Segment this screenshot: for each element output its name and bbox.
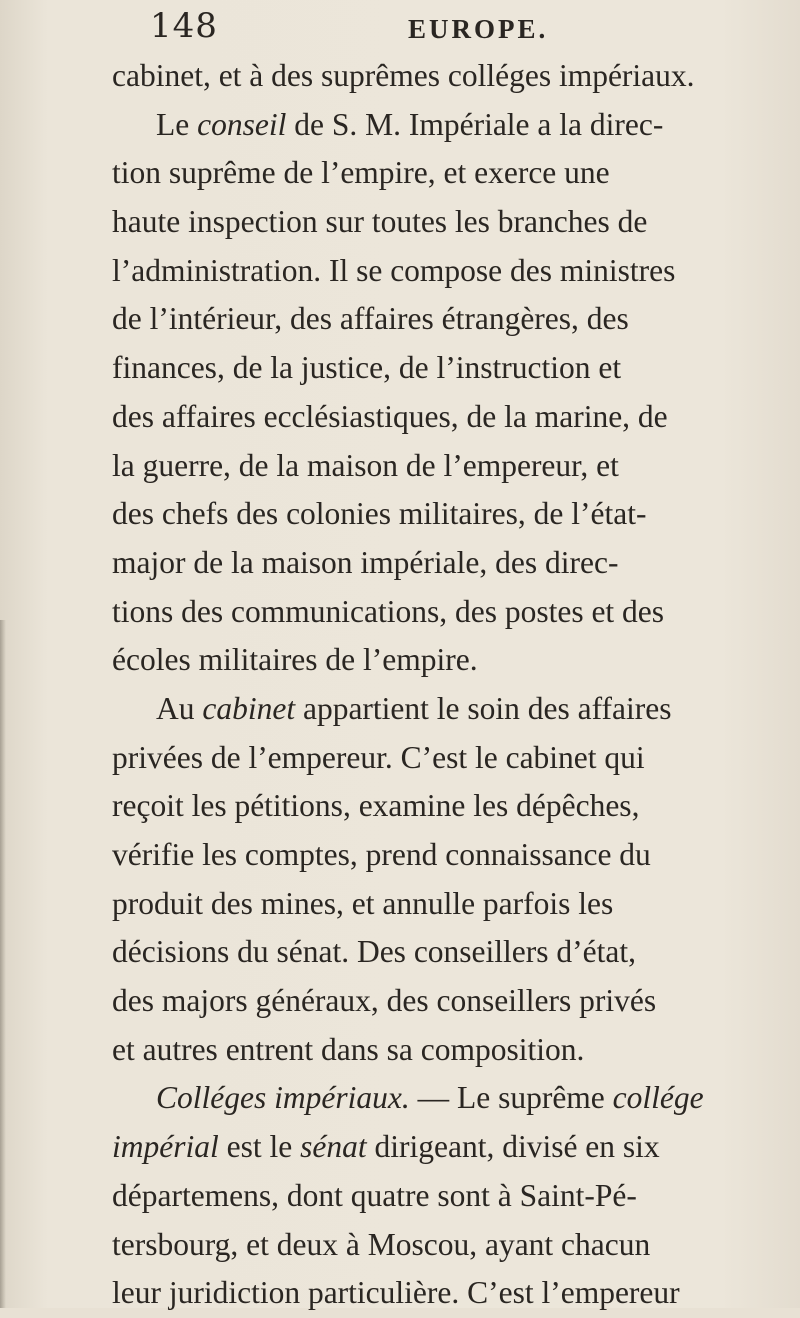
text-line: cabinet, et à des suprêmes colléges impériaux. [112, 58, 695, 93]
text-line: départemens, dont quatre sont à Saint-Pé- [112, 1177, 637, 1213]
text-line: tersbourg, et deux à Moscou, ayant chacun [112, 1226, 651, 1262]
text-line: Colléges impériaux. — Le suprême collége [156, 1080, 704, 1116]
text-line: Le conseil de S. M. Impériale a la direc- [156, 106, 664, 142]
text-line: reçoit les pétitions, examine les dépêches, [112, 788, 640, 824]
text-line: vérifie les comptes, prend connaissance du [112, 837, 651, 872]
text-line: de l’intérieur, des affaires étrangères, des [112, 301, 629, 337]
text-line: tions des communications, des postes et des [112, 593, 665, 629]
text-line: impérial est le sénat dirigeant, divisé en six [112, 1129, 660, 1165]
running-head: EUROPE. [408, 14, 549, 44]
text-line: Au cabinet appartient le soin des affaires [156, 690, 672, 726]
body-text [112, 52, 798, 1318]
text-line: l’administration. Il se compose des ministres [112, 252, 676, 288]
page-edge-shadow [0, 620, 6, 1308]
text-line: produit des mines, et annulle parfois les [112, 885, 614, 921]
text-line: décisions du sénat. Des conseillers d’état, [112, 934, 636, 970]
text-line: haute inspection sur toutes les branches de [112, 204, 648, 240]
text-line: la guerre, de la maison de l’empereur, et [112, 447, 619, 483]
page-header [150, 6, 740, 52]
text-line: et autres entrent dans sa composition. [112, 1031, 585, 1067]
text-line: écoles militaires de l’empire. [112, 642, 478, 678]
page-number: 148 [150, 6, 218, 46]
text-line: des affaires ecclésiastiques, de la marine, de [112, 398, 668, 434]
text-line: privées de l’empereur. C’est le cabinet qui [112, 739, 645, 775]
text-line: tion suprême de l’empire, et exerce une [112, 155, 610, 191]
text-line: des chefs des colonies militaires, de l’état- [112, 496, 647, 532]
text-line: major de la maison impériale, des direc- [112, 544, 619, 580]
text-line: des majors généraux, des conseillers privés [112, 983, 657, 1019]
text-line: finances, de la justice, de l’instruction et [112, 350, 622, 386]
text-line: leur juridiction particulière. C’est l’empereur [112, 1275, 680, 1311]
